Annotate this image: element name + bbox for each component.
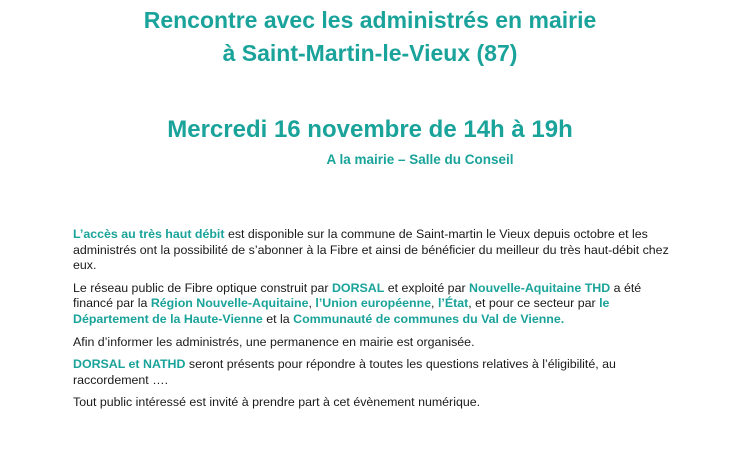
highlight-eu: l’Union européenne bbox=[315, 296, 432, 311]
event-location: A la mairie – Salle du Conseil bbox=[326, 152, 514, 167]
network-text-6: , et pour ce secteur par bbox=[468, 296, 600, 311]
title-line-1: Rencontre avec les administrés en mairie bbox=[143, 7, 597, 33]
highlight-region: Région Nouvelle-Aquitaine bbox=[150, 296, 309, 311]
title-line-2: à Saint-Martin-le-Vieux (87) bbox=[222, 40, 518, 66]
highlight-access: L’accès au très haut débit bbox=[73, 227, 225, 241]
highlight-department: le Département de la Haute-Vienne bbox=[73, 296, 610, 326]
paragraph-public: Tout public intéressé est invité à prendre part à cet évènement numérique. bbox=[73, 395, 481, 410]
network-text-2: et exploité par bbox=[384, 280, 470, 295]
paragraph-presence-text: seront présents pour répondre à toutes les questions relatives à l’éligibilité, au raccordement …. bbox=[73, 357, 616, 387]
network-text-3: a été financé par la bbox=[73, 280, 642, 311]
highlight-state: l’État bbox=[437, 296, 469, 311]
highlight-community: Communauté de communes du Val de Vienne. bbox=[293, 311, 565, 326]
paragraph-network bbox=[73, 281, 680, 328]
highlight-nathd: Nouvelle-Aquitaine THD bbox=[469, 280, 611, 295]
paragraph-presence bbox=[73, 357, 680, 388]
highlight-dorsal: DORSAL bbox=[331, 280, 385, 295]
highlight-dorsal-nathd: DORSAL et NATHD bbox=[73, 357, 186, 372]
network-text-1: Le réseau public de Fibre optique construit par bbox=[73, 280, 332, 295]
body-text bbox=[73, 227, 680, 418]
paragraph-access bbox=[73, 227, 680, 274]
network-text-7: et la bbox=[262, 311, 294, 326]
network-text-4: , bbox=[308, 296, 316, 311]
network-text-5: , bbox=[431, 296, 438, 311]
paragraph-inform: Afin d’informer les administrés, une permanence en mairie est organisée. bbox=[73, 334, 475, 349]
paragraph-access-text: est disponible sur la commune de Saint-martin le Vieux depuis octobre et les administrés ont la possibilité de s’abonner à la Fibre et ainsi de bénéficier du meilleur du très haut-débit chez eux. bbox=[73, 227, 669, 273]
event-date: Mercredi 16 novembre de 14h à 19h bbox=[167, 116, 573, 143]
